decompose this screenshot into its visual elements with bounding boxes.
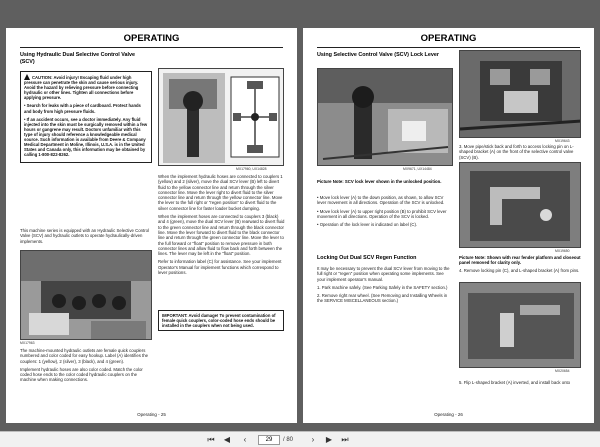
regen-text: [317, 266, 453, 307]
paragraph: Implement hydraulic hoses are also color coded. Match the color coded hose ends to the color coded hydraulic couplers on the machine when making connections.: [20, 366, 143, 383]
caution-bullet: • If an accident occurs, see a doctor immediately. Any fluid injected into the skin must be surgically removed within a few hours or gangrene may result. Doctors unfamiliar with this type of injury should reference a knowledgeable medical source. Such information is available from Deere & Company Medical Department in Moline, Illinois, U.S.A. is in the United States and Canada only, this information may be obtained by calling 1-800-822-8262.: [24, 116, 148, 158]
picture-note: Picture Note: SCV lock lever shown in the unlocked position.: [317, 179, 442, 184]
bullet: • Operation of the lock lever is indicated on label (C).: [317, 222, 418, 228]
paragraph: When the implement hydraulic hoses are connected to couplers 1 (yellow) and 2 (silver), move the dual SCV lever (B) left to divert fluid to the yellow connector line and return through the silver connector line. Move the lever right to divert fluid to the silver connector line and return through the yellow connector line. Move the lever to the full right or "regen position" to divert fluid to the silver connector line for faster loader bucket dumping.: [158, 174, 283, 211]
left-page: [6, 28, 297, 423]
bracket-removed-photo: [459, 282, 581, 368]
intro-text: This machine series is equipped with an Hydraulic Selective Control Valve (SCV) and hydraulic outlets to operate hydraulically-driven implements.: [20, 228, 149, 244]
first-page-button[interactable]: ⏮: [207, 435, 215, 444]
body-text: [20, 348, 152, 386]
image-code: MX19650: [555, 249, 570, 253]
paragraph: When the implement hoses are connected to couplers 3 (black) and 4 (green), move the dual SCV lever (B) rearward to divert fluid to the green connector line and return through the black connector line. Move the lever forward to divert fluid to the black connector line and return through the green connector line. Move the lever to the full forward or "float" position to remove pressure in both connector lines and allow fluid to flow back and forth between the lines. The lever may be left in the "float" position.: [158, 214, 285, 257]
step-text: 5. Flip L-shaped bracket (A) inverted, and install back onto: [459, 380, 571, 385]
image-code: MX17963: [20, 341, 35, 345]
image-code: MX17960, UX14828: [236, 167, 267, 171]
scv-front-photo: [459, 50, 581, 138]
prev-page-button[interactable]: ◀: [223, 435, 231, 444]
pdf-toolbar: [0, 431, 600, 447]
image-code: MX19643: [555, 139, 570, 143]
paragraph: The machine-mounted hydraulic outlets are female quick couplers numbered and color coded for easy hookup. Label (A) identifies the couplers: 1 (yellow), 2 (silver), 3 (black), and 4 (green).: [20, 348, 149, 364]
image-code: MX20654: [555, 369, 570, 373]
page-number-input[interactable]: 29: [258, 435, 280, 445]
bracket-removed-illustration: [460, 283, 581, 368]
right-page: [303, 28, 594, 423]
picture-note: Picture Note: Shown with rear fender platform and closeout panel removed for clarity only.: [459, 255, 581, 266]
paragraph: It may be necessary to prevent the dual SCV lever from moving to the full right or "regen" position when operating some implements. See your implement operator's manual.: [317, 266, 450, 282]
lock-lever-illustration: [318, 69, 453, 166]
caution-bullet: • Search for leaks with a piece of cardboard. Protect hands and body from high pressure fluids.: [24, 103, 141, 114]
bullet: • Move lock lever (A) to upper right position (B) to prohibit SCV lever movement in all directions. Operation of the SCV is locked.: [317, 208, 447, 219]
page-banner: OPERATING: [420, 33, 477, 44]
page-banner: OPERATING: [123, 33, 180, 44]
section-title: Using Selective Control Valve (SCV) Lock Lever: [317, 52, 439, 58]
instructions-text: [158, 174, 286, 278]
scv-lever-diagram: [158, 68, 284, 166]
prev-arrow-icon[interactable]: ‹: [243, 435, 247, 444]
caution-text: CAUTION: Avoid injury! Escaping fluid under high pressure can penetrate the skin and cause serious injury. Avoid the hazard by relieving pressure before connecting hydraulic or other lines. Tighten all connections before applying pressure.: [24, 75, 139, 101]
step-text: 4. Remove locking pin (C), and L-shaped bracket (A) from pins.: [459, 268, 580, 273]
lock-lever-bullets: [317, 195, 453, 230]
step-text: 3. Move pipe/stick back and forth to access locking pin on L-shaped bracket (A) on the front of the selective control valve (SCV) (B).: [459, 144, 574, 160]
banner-rule: [317, 47, 580, 48]
step: 2. Remove right rear wheel. (See Removing and Installing Wheels in the SERVICE MISCELLANEOUS section.): [317, 293, 448, 304]
bracket-illustration: [460, 163, 581, 248]
important-box: IMPORTANT: Avoid damage! To prevent contamination of female quick couplers, color-coded hose ends should be installed in the couplers when not being used.: [158, 310, 284, 331]
section-title: Locking Out Dual SCV Regen Function: [317, 255, 417, 261]
step: 1. Park machine safely. (See Parking Safely in the SAFETY section.): [317, 284, 448, 290]
hydraulic-couplers-photo: [20, 250, 152, 340]
next-arrow-icon[interactable]: ›: [311, 435, 315, 444]
couplers-illustration: [21, 251, 152, 340]
image-code: MX9671, UX14484: [403, 167, 432, 171]
scv-lock-lever-photo: [317, 68, 453, 166]
paragraph: Refer to information label (C) for assistance. See your implement Operator's Manual for implement functions which correspond to lever positions.: [158, 259, 282, 276]
caution-box: [20, 71, 152, 163]
next-page-button[interactable]: ▶: [325, 435, 333, 444]
last-page-button[interactable]: ⏭: [341, 435, 349, 444]
bullet: • Move lock lever (A) to the down position, as shown, to allow SCV lever movement in all directions. Operation of the SCV is unlocked.: [317, 195, 445, 206]
page-total: / 80: [283, 437, 294, 443]
scv-front-illustration: [460, 51, 581, 138]
scv-lever-illustration: [159, 69, 284, 166]
bracket-photo: [459, 162, 581, 248]
page-footer: Operating - 25: [137, 412, 166, 417]
banner-rule: [20, 47, 283, 48]
section-title: Using Hydraulic Dual Selective Control Valve (SCV): [20, 52, 136, 65]
page-footer: Operating - 26: [434, 412, 463, 417]
warning-triangle-icon: [24, 74, 30, 80]
